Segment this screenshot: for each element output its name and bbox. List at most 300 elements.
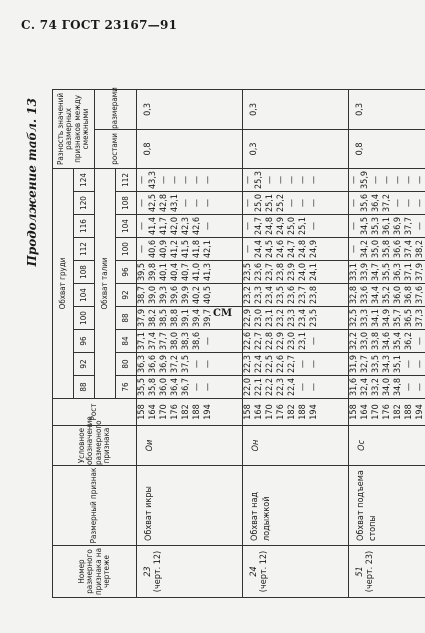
cell-value: 23,5	[309, 308, 319, 328]
cell-value: 23,9	[287, 262, 297, 282]
value-column-0	[349, 376, 425, 399]
value-column-9	[349, 168, 425, 191]
cell-value: 23,8	[309, 285, 319, 305]
cell-value: 23,5	[276, 285, 286, 305]
cell-value: 39,0	[148, 285, 158, 305]
cell-value: —	[276, 175, 286, 185]
row-feature: Обхват подъема стопы	[349, 466, 425, 546]
cell-value: 43,3	[148, 170, 158, 189]
cell-value: 23,2	[276, 308, 286, 328]
cell-value: 37,6	[415, 285, 425, 305]
height-value: 194	[203, 404, 213, 420]
cell-value: 37,4	[404, 239, 414, 259]
cell-value: —	[349, 221, 359, 231]
cell-value: 22,4	[254, 354, 264, 374]
cell-value: 40,4	[170, 262, 180, 282]
hip-value-3: 88	[116, 307, 137, 330]
cell-value: 38,8	[170, 308, 180, 328]
row-symbol: Oн	[243, 426, 349, 466]
cell-value: 24,8	[265, 216, 275, 236]
cell-value: 38,3	[181, 331, 191, 351]
cell-value: 23,1	[265, 308, 275, 328]
value-column-8	[137, 192, 243, 215]
diff-size-value: 0,3	[349, 89, 425, 129]
hip-value-0: 76	[116, 376, 137, 399]
height-value: 170	[159, 404, 169, 420]
cell-value: 37,9	[415, 262, 425, 282]
cell-value: 23,0	[254, 308, 264, 328]
cell-value: —	[243, 221, 253, 231]
chest-value-0: 88	[74, 376, 95, 399]
row-feature: Обхват икры	[137, 466, 243, 546]
cell-value: 25,3	[254, 170, 264, 189]
cell-value: 25,2	[276, 193, 286, 213]
value-column-6	[349, 238, 425, 261]
cell-value: 33,1	[349, 262, 359, 282]
cell-value: 35,0	[371, 239, 381, 259]
cell-value: 38,0	[170, 331, 180, 351]
cell-value: 34,6	[382, 331, 392, 351]
cell-value: 39,9	[181, 285, 191, 305]
cell-value: 24,6	[276, 239, 286, 259]
cell-value: —	[181, 198, 191, 208]
cell-value: 33,5	[371, 354, 381, 374]
value-column-5	[243, 261, 349, 284]
height-value: 188	[298, 404, 308, 420]
cell-value: 25,0	[287, 216, 297, 236]
cell-value: 23,3	[254, 285, 264, 305]
cell-value: —	[192, 382, 202, 392]
row-heights	[137, 399, 243, 426]
cell-value: 25,0	[254, 193, 264, 213]
value-column-3	[243, 307, 349, 330]
chest-value-7: 116	[74, 215, 95, 238]
cell-value: 37,4	[148, 331, 158, 351]
page-header: С. 74 ГОСТ 23167—91	[21, 18, 178, 32]
cell-value: 43,1	[170, 193, 180, 213]
cell-value: 24,7	[287, 239, 297, 259]
cell-value: 36,6	[148, 354, 158, 374]
cell-value: —	[309, 336, 319, 346]
cell-value: 22,4	[287, 377, 297, 397]
header-height: Рост	[53, 399, 137, 426]
diff-height-value: 0,8	[349, 129, 425, 168]
row-heights	[243, 399, 349, 426]
cell-value: 22,6	[276, 354, 286, 374]
cell-value: 40,1	[159, 262, 169, 282]
cell-value: 38,7	[137, 285, 147, 305]
row-number	[349, 546, 425, 598]
cell-value: 24,9	[309, 239, 319, 259]
cell-value: 23,3	[287, 308, 297, 328]
cell-value: 37,7	[404, 216, 414, 236]
value-column-4	[137, 284, 243, 307]
table-row	[349, 89, 425, 597]
cell-value: 32,2	[349, 331, 359, 351]
cell-value: 36,7	[181, 377, 191, 397]
cell-value: 23,7	[298, 285, 308, 305]
cell-value: —	[203, 198, 213, 208]
hip-value-1: 80	[116, 353, 137, 376]
value-column-1	[137, 353, 243, 376]
height-value: 158	[349, 404, 359, 420]
cell-value: 40,2	[192, 285, 202, 305]
cell-value: 35,5	[382, 262, 392, 282]
cell-value: 22,0	[243, 377, 253, 397]
cell-value: —	[287, 175, 297, 185]
cell-value: —	[371, 175, 381, 185]
cell-value: 22,6	[243, 331, 253, 351]
value-column-1	[349, 353, 425, 376]
cell-value: 34,9	[382, 308, 392, 328]
height-value: 182	[181, 404, 191, 420]
cell-value: 33,3	[360, 308, 370, 328]
value-column-3	[137, 307, 243, 330]
value-column-7	[349, 215, 425, 238]
cell-value: 36,9	[159, 354, 169, 374]
height-value: 188	[404, 404, 414, 420]
chest-value-5: 108	[74, 261, 95, 284]
cell-value: 36,9	[393, 216, 403, 236]
cell-value: 40,9	[159, 239, 169, 259]
header-symbol: Условное обозначение размерного признака	[53, 426, 137, 466]
cell-value: 39,3	[159, 285, 169, 305]
cell-value: —	[298, 198, 308, 208]
cell-value: 34,4	[371, 285, 381, 305]
cell-value: 35,9	[360, 170, 370, 189]
cell-value: 35,6	[360, 193, 370, 213]
diff-height-value: 0,3	[243, 129, 349, 168]
cell-value: —	[309, 221, 319, 231]
cell-value: —	[309, 382, 319, 392]
header-col-diff-height: ростами	[95, 129, 137, 168]
cell-value: —	[415, 221, 425, 231]
cell-value: 39,6	[170, 285, 180, 305]
cell-value: 23,8	[276, 262, 286, 282]
cell-value: 42,0	[170, 216, 180, 236]
row-number	[137, 546, 243, 598]
cell-value: —	[243, 244, 253, 254]
cell-value: 22,3	[276, 377, 286, 397]
cell-value: 42,3	[181, 216, 191, 236]
hip-value-2: 84	[116, 330, 137, 353]
hip-value-6: 100	[116, 238, 137, 261]
cell-value: —	[309, 359, 319, 369]
cell-value: 24,8	[298, 239, 308, 259]
height-value: 176	[382, 404, 392, 420]
cell-value: 38,6	[192, 331, 202, 351]
cell-value: 37,2	[382, 193, 392, 213]
cell-value: 36,8	[404, 285, 414, 305]
row-feature: Обхват над лодыжкой	[243, 466, 349, 546]
cell-value: —	[298, 382, 308, 392]
cell-value: 35,8	[382, 239, 392, 259]
cell-value: —	[404, 198, 414, 208]
chest-value-9: 124	[74, 168, 95, 191]
hip-value-5: 96	[116, 261, 137, 284]
cell-value: —	[265, 175, 275, 185]
cell-value: 23,6	[287, 285, 297, 305]
cell-value: 41,8	[192, 239, 202, 259]
cell-value: —	[298, 175, 308, 185]
cell-value: 35,8	[148, 377, 158, 397]
chest-value-4: 104	[74, 284, 95, 307]
cell-value: 40,6	[148, 239, 158, 259]
cell-value: —	[415, 336, 425, 346]
cell-value: 33,6	[360, 285, 370, 305]
height-value: 194	[415, 404, 425, 420]
cell-value: —	[415, 175, 425, 185]
cell-value: —	[415, 359, 425, 369]
cell-value: 41,7	[159, 216, 169, 236]
cell-value: 23,0	[287, 331, 297, 351]
chest-value-2: 96	[74, 330, 95, 353]
cell-value: —	[349, 198, 359, 208]
cell-value: 42,1	[203, 239, 213, 259]
cell-value: 22,9	[243, 308, 253, 328]
header-feature: Размерный признак	[53, 466, 137, 546]
cell-value: 33,9	[360, 262, 370, 282]
diff-size-value: 0,3	[137, 89, 243, 129]
cell-value: —	[170, 175, 180, 185]
cell-value: 41,4	[148, 216, 158, 236]
cell-value: 36,4	[170, 377, 180, 397]
cell-value: —	[192, 198, 202, 208]
value-column-0	[243, 376, 349, 399]
height-value: 164	[360, 404, 370, 420]
cell-value: —	[415, 198, 425, 208]
cell-value: 22,1	[254, 377, 264, 397]
row-symbol: Oс	[349, 426, 425, 466]
cell-value: 39,4	[192, 308, 202, 328]
cell-value: 33,0	[360, 331, 370, 351]
cell-value: 23,4	[265, 285, 275, 305]
cell-value: 31,9	[349, 354, 359, 374]
cell-value: —	[203, 336, 213, 346]
cell-value: 24,4	[254, 239, 264, 259]
cell-value: 37,7	[159, 331, 169, 351]
hip-value-4: 92	[116, 284, 137, 307]
cell-value: —	[393, 198, 403, 208]
unit-label: СМ	[213, 308, 233, 319]
diff-size-value: 0,3	[243, 89, 349, 129]
cell-value: 31,6	[349, 377, 359, 397]
height-value: 164	[254, 404, 264, 420]
cell-value: —	[203, 359, 213, 369]
cell-value: —	[181, 175, 191, 185]
header-chest: Обхват груди	[53, 168, 74, 398]
cell-value: —	[243, 175, 253, 185]
cell-value: 32,7	[360, 354, 370, 374]
row-symbol: Oи	[137, 426, 243, 466]
cell-value: 36,6	[393, 239, 403, 259]
cell-value: —	[309, 175, 319, 185]
cell-value: —	[349, 175, 359, 185]
header-diff: Разность значений размерных признаков между смежными	[53, 89, 95, 168]
cell-value: 34,5	[360, 216, 370, 236]
cell-value: 23,4	[298, 308, 308, 328]
cell-value: 37,1	[137, 331, 147, 351]
value-column-1	[243, 353, 349, 376]
cell-value: 34,7	[371, 262, 381, 282]
height-value: 194	[309, 404, 319, 420]
cell-value: —	[137, 221, 147, 231]
cell-value: 32,5	[349, 308, 359, 328]
header-hip: Обхват талии	[95, 168, 116, 398]
cell-value: 24,7	[254, 216, 264, 236]
height-value: 182	[393, 404, 403, 420]
cell-value: 39,7	[203, 308, 213, 328]
cell-value: 23,6	[254, 262, 264, 282]
value-column-0	[137, 376, 243, 399]
header-col-diff-size: размерами	[95, 89, 137, 129]
value-column-5	[349, 261, 425, 284]
cell-value: 39,8	[148, 262, 158, 282]
cell-value: —	[404, 382, 414, 392]
cell-value: 22,8	[265, 331, 275, 351]
height-value: 170	[371, 404, 381, 420]
cell-value: 42,8	[159, 193, 169, 213]
cell-value: 22,9	[276, 331, 286, 351]
height-value: 176	[170, 404, 180, 420]
cell-value: 24,0	[298, 262, 308, 282]
height-value: 176	[276, 404, 286, 420]
cell-value: 35,4	[393, 331, 403, 351]
cell-value: —	[404, 175, 414, 185]
cell-value: 36,0	[159, 377, 169, 397]
chest-value-3: 100	[74, 307, 95, 330]
height-value: 158	[243, 404, 253, 420]
cell-value: 23,1	[298, 331, 308, 351]
cell-value: 40,7	[181, 262, 191, 282]
row-reference: (черт. 12)	[153, 550, 163, 593]
cell-value: —	[192, 175, 202, 185]
cell-value: 38,2	[148, 308, 158, 328]
cell-value: —	[203, 382, 213, 392]
height-value: 182	[287, 404, 297, 420]
cell-value: 35,7	[393, 308, 403, 328]
value-column-2	[243, 330, 349, 353]
value-column-2	[137, 330, 243, 353]
cell-value: 23,2	[243, 285, 253, 305]
cell-value: 41,2	[170, 239, 180, 259]
cell-value: 36,2	[404, 331, 414, 351]
cell-value: 32,8	[349, 285, 359, 305]
cell-value: 34,8	[393, 377, 403, 397]
value-column-9	[137, 168, 243, 191]
cell-value: 24,1	[309, 262, 319, 282]
cell-value: 36,0	[393, 285, 403, 305]
cell-value: 33,8	[371, 331, 381, 351]
cell-value: 35,3	[371, 216, 381, 236]
cell-value: —	[137, 175, 147, 185]
cell-value: 37,2	[170, 354, 180, 374]
hip-value-8: 108	[116, 192, 137, 215]
cell-value: 38,2	[415, 239, 425, 259]
cell-value: 34,2	[360, 239, 370, 259]
row-number-value: 51	[355, 566, 365, 577]
row-heights	[349, 399, 425, 426]
measurement-table	[52, 89, 425, 598]
cell-value: 37,9	[137, 308, 147, 328]
cell-value: 37,1	[404, 262, 414, 282]
table-caption: Продолжение табл. 13	[25, 98, 39, 267]
cell-value: —	[192, 359, 202, 369]
chest-value-6: 112	[74, 238, 95, 261]
height-value: 170	[265, 404, 275, 420]
cell-value: 37,3	[415, 308, 425, 328]
cell-value: 24,9	[276, 216, 286, 236]
cell-value: 41,3	[203, 262, 213, 282]
height-value: 158	[137, 404, 147, 420]
rotated-table-block	[25, 87, 425, 598]
height-value: 164	[148, 404, 158, 420]
row-reference: (черт. 12)	[259, 550, 269, 593]
header-number: Номер размерного признака на чертеже	[53, 546, 137, 598]
cell-value: 35,5	[137, 377, 147, 397]
hip-value-7: 104	[116, 215, 137, 238]
cell-value: 36,3	[137, 354, 147, 374]
chest-value-8: 120	[74, 192, 95, 215]
value-column-7	[137, 215, 243, 238]
value-column-6	[243, 238, 349, 261]
cell-value: —	[159, 175, 169, 185]
cell-value: 32,4	[360, 377, 370, 397]
cell-value: 42,5	[148, 193, 158, 213]
cell-value: 40,5	[203, 285, 213, 305]
cell-value: —	[404, 359, 414, 369]
cell-value: 22,7	[287, 354, 297, 374]
cell-value: 36,3	[393, 262, 403, 282]
cell-value: —	[382, 175, 392, 185]
cell-value: 39,1	[181, 308, 191, 328]
row-number	[243, 546, 349, 598]
row-number-value: 24	[249, 566, 259, 577]
cell-value: 23,5	[243, 262, 253, 282]
value-column-2	[349, 330, 425, 353]
cell-value: 41,5	[181, 239, 191, 259]
table-row	[243, 89, 349, 597]
diff-height-value: 0,8	[137, 129, 243, 168]
cell-value: —	[298, 359, 308, 369]
cell-value: 38,5	[159, 308, 169, 328]
height-value: 188	[192, 404, 202, 420]
cell-value: 36,5	[404, 308, 414, 328]
cell-value: 42,6	[192, 216, 202, 236]
value-column-9	[243, 168, 349, 191]
cell-value: —	[203, 221, 213, 231]
value-column-4	[349, 284, 425, 307]
cell-value: —	[203, 175, 213, 185]
table-row	[137, 89, 243, 597]
cell-value: —	[137, 198, 147, 208]
cell-value: 35,1	[393, 354, 403, 374]
cell-value: 25,1	[265, 193, 275, 213]
value-column-6	[137, 238, 243, 261]
row-reference: (черт. 23)	[365, 550, 375, 593]
cell-value: 22,2	[265, 377, 275, 397]
value-column-7	[243, 215, 349, 238]
cell-value: —	[393, 175, 403, 185]
cell-value: 37,5	[181, 354, 191, 374]
cell-value: —	[349, 244, 359, 254]
cell-value: 34,3	[382, 354, 392, 374]
hip-value-9: 112	[116, 168, 137, 191]
cell-value: —	[287, 198, 297, 208]
cell-value: 36,1	[382, 216, 392, 236]
value-column-4	[243, 284, 349, 307]
cell-value: —	[415, 382, 425, 392]
